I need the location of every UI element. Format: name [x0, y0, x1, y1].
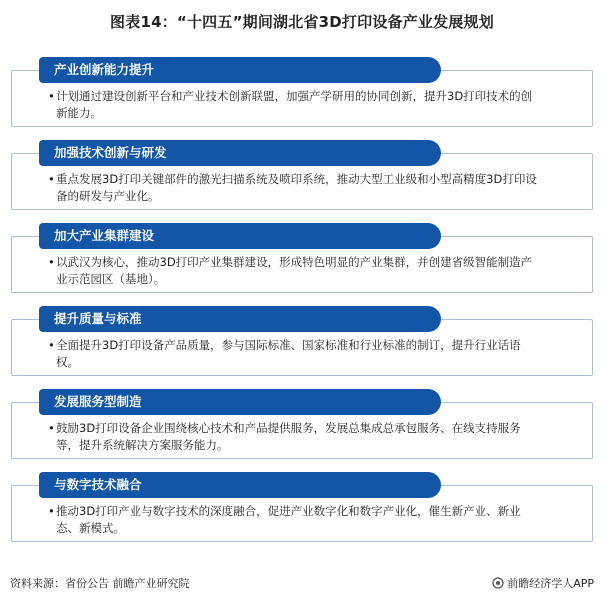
- section-body: [48, 337, 540, 371]
- source-note: 资料来源：省份公告 前瞻产业研究院: [10, 577, 190, 590]
- section-body: [48, 503, 540, 537]
- section-header: 产业创新能力提升: [39, 57, 441, 83]
- section-body: [48, 88, 540, 122]
- section-text: 重点发展3D打印关键部件的激光扫描系统及喷印系统，推动大型工业级和小型高精度3D打印设备的研发与产业化。: [56, 172, 537, 203]
- bullet-marker: •: [48, 338, 55, 352]
- section-item: [0, 472, 604, 554]
- brand-logo-icon: [492, 577, 504, 589]
- section-item: [0, 57, 604, 139]
- section-item: [0, 140, 604, 222]
- section-header: 发展服务型制造: [39, 389, 441, 415]
- section-body: [48, 171, 540, 205]
- section-text: 鼓励3D打印设备企业围绕核心技术和产品提供服务，发展总集成总承包服务、在线支持服务等，提升系统解决方案服务能力。: [56, 421, 521, 452]
- brand-name: 前瞻经济学人APP: [507, 577, 594, 590]
- bullet-marker: •: [48, 255, 55, 269]
- section-text: 推动3D打印产业与数字技术的深度融合，促进产业数字化和数字产业化，催生新产业、新业态、新模式。: [56, 504, 521, 535]
- section-item: [0, 389, 604, 471]
- brand-attribution: [492, 575, 594, 591]
- section-body: [48, 420, 540, 454]
- section-text: 计划通过建设创新平台和产业技术创新联盟，加强产学研用的协同创新，提升3D打印技术的创新能力。: [56, 89, 533, 120]
- bullet-marker: •: [48, 172, 55, 186]
- section-header: 加强技术创新与研发: [39, 140, 441, 166]
- section-text: 以武汉为核心，推动3D打印产业集群建设，形成特色明显的产业集群，并创建省级智能制造产业示范园区（基地）。: [56, 255, 533, 286]
- bullet-marker: •: [48, 504, 55, 518]
- section-body: [48, 254, 540, 288]
- section-header: 与数字技术融合: [39, 472, 441, 498]
- page-title: 图表14：“十四五”期间湖北省3D打印设备产业发展规划: [110, 13, 494, 31]
- section-item: [0, 223, 604, 305]
- section-header: 提升质量与标准: [39, 306, 441, 332]
- bullet-marker: •: [48, 421, 55, 435]
- bullet-marker: •: [48, 89, 55, 103]
- section-header: 加大产业集群建设: [39, 223, 441, 249]
- section-item: [0, 306, 604, 388]
- section-text: 全面提升3D打印设备产品质量，参与国际标准、国家标准和行业标准的制订，提升行业话语权。: [56, 338, 521, 369]
